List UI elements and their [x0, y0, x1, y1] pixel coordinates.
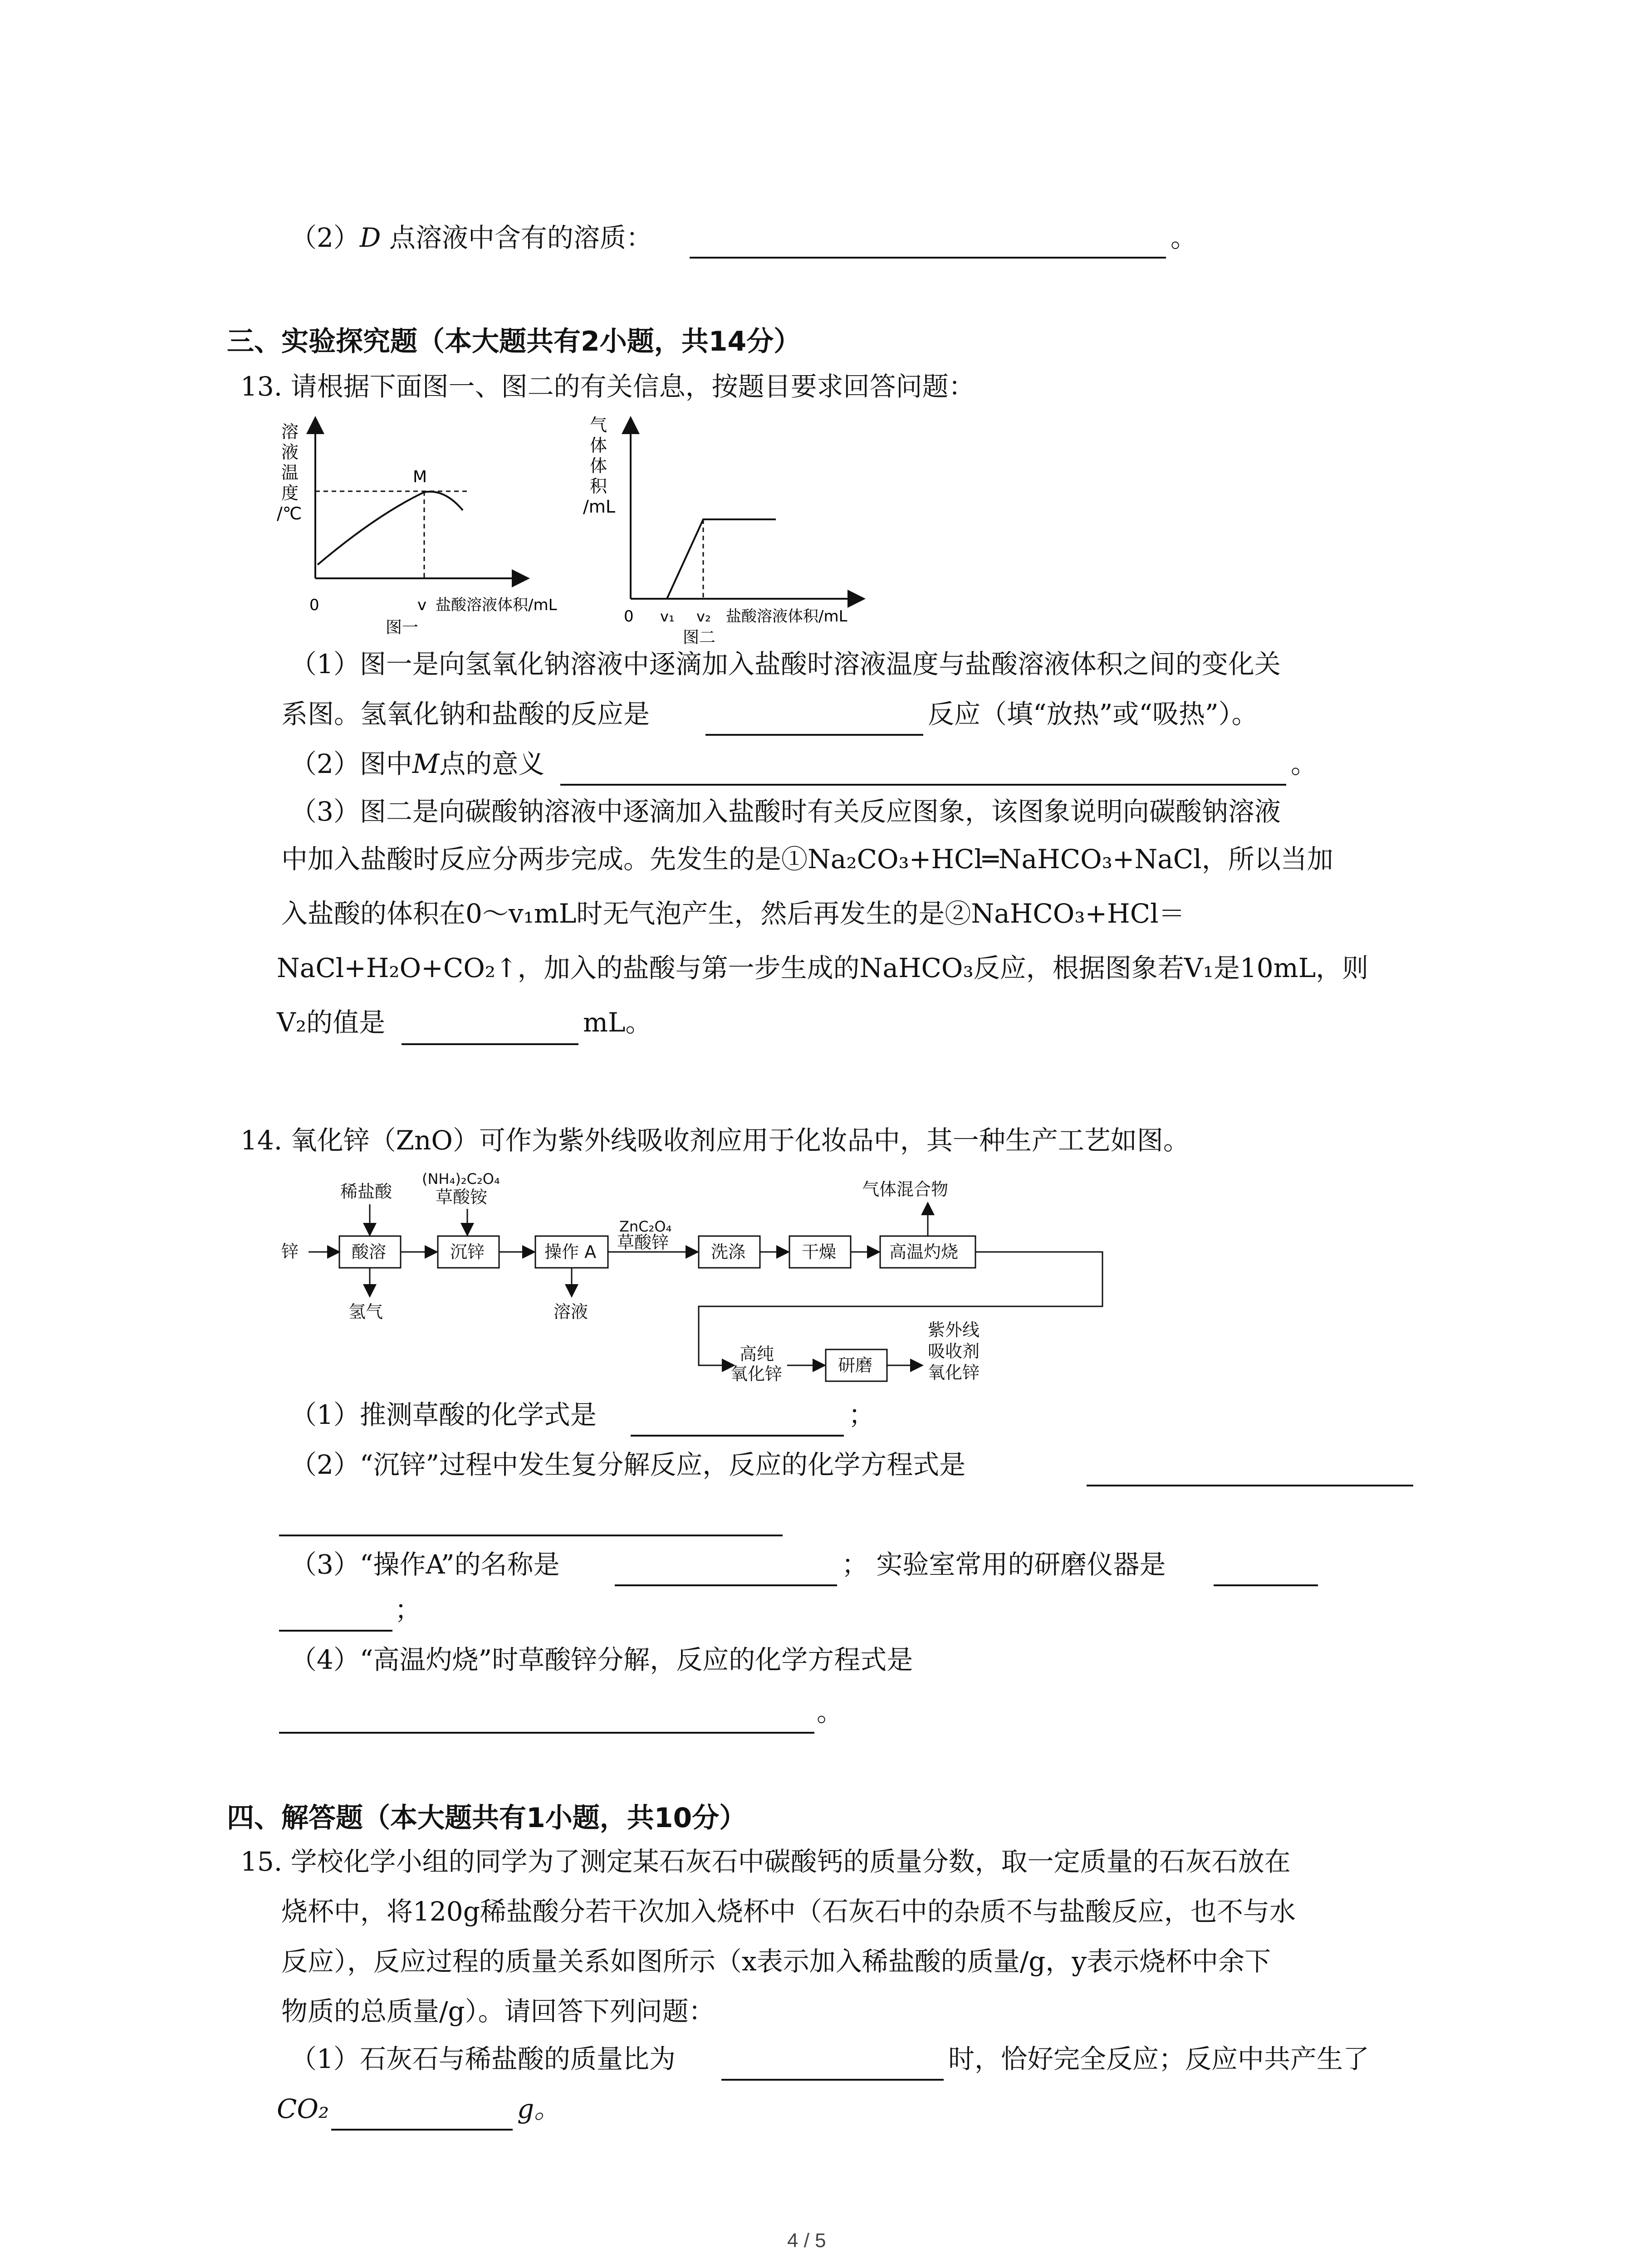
- q14-part4: （4）“高温灼烧”时草酸锌分解，反应的化学方程式是: [290, 1644, 913, 1675]
- fig2-ylabel-3: 体: [590, 456, 607, 476]
- q13-part2-m: M: [412, 748, 440, 779]
- q13-part2: [290, 748, 544, 780]
- q13-part2-text: 点的意义: [439, 748, 545, 779]
- fig1-ylabel-5: /℃: [277, 503, 302, 523]
- q14-part2-blank-a[interactable]: [1087, 1485, 1413, 1486]
- flow-ammonium-oxalate: 草酸铵: [436, 1187, 488, 1207]
- fig2-caption: 图二: [683, 628, 716, 647]
- fig1-ylabel-3: 温: [281, 463, 299, 483]
- fig1-xtick-v: v: [417, 596, 427, 614]
- q14-part3-blank-a[interactable]: [615, 1584, 837, 1586]
- q14-part4-blank[interactable]: [279, 1732, 814, 1734]
- flow-zinc-oxalate: 草酸锌: [617, 1232, 669, 1252]
- flow-high-purity-2: 氧化锌: [730, 1364, 783, 1384]
- q12-part2-prefix: （2）: [290, 222, 360, 253]
- q13-part2-blank[interactable]: [560, 784, 1286, 786]
- q13-part1-line1: （1）图一是向氢氧化钠溶液中逐滴加入盐酸时溶液温度与盐酸溶液体积之间的变化关: [290, 649, 1281, 679]
- fig1-ylabel-2: 液: [281, 442, 299, 462]
- flow-uv-1: 紫外线: [928, 1320, 980, 1340]
- section4-heading: 四、解答题（本大题共有1小题，共10分）: [227, 1802, 747, 1834]
- q14-part2-blank-b[interactable]: [279, 1535, 783, 1536]
- fig1-ylabel-4: 度: [281, 483, 299, 503]
- q15-part1-mid: 时，恰好完全反应；反应中共产生了: [948, 2043, 1370, 2074]
- q15-line2: 烧杯中，将120g稀盐酸分若干次加入烧杯中（石灰石中的杂质不与盐酸反应，也不与水: [281, 1896, 1296, 1927]
- q15-part1-blank-b[interactable]: [331, 2129, 513, 2131]
- q14-part3-blank-b[interactable]: [1214, 1584, 1318, 1586]
- flow-zinc-oxalate-formula: ZnC₂O₄: [619, 1218, 672, 1235]
- q13-part1-end: 反应（填“放热”或“吸热”）。: [928, 699, 1258, 729]
- flow-uv-2: 吸收剂: [928, 1341, 980, 1361]
- page-number: 4 / 5: [787, 2229, 826, 2252]
- fig1-point-m: M: [413, 468, 427, 486]
- q13-part2-end: 。: [1291, 748, 1318, 779]
- q12-part2-point: D: [359, 222, 381, 253]
- flow-ammonium-oxalate-formula: (NH₄)₂C₂O₄: [422, 1170, 500, 1188]
- q14-part3-end: ；: [395, 1594, 421, 1625]
- flow-uv-3: 氧化锌: [928, 1363, 980, 1383]
- q12-part2-text: 点溶液中含有的溶质：: [381, 222, 652, 253]
- q12-end: 。: [1171, 222, 1197, 253]
- fig2-xlabel: 盐酸溶液体积/mL: [726, 607, 847, 626]
- q14-stem: 14. 氧化锌（ZnO）可作为紫外线吸收剂应用于化妆品中，其一种生产工艺如图。: [240, 1125, 1190, 1156]
- q15-part1: （1）石灰石与稀盐酸的质量比为: [290, 2043, 676, 2074]
- fig1-caption: 图一: [386, 618, 419, 637]
- figure-1: [277, 420, 557, 637]
- fig2-ylabel-2: 体: [590, 435, 607, 455]
- q15-line4: 物质的总质量/g）。请回答下列问题：: [281, 1996, 715, 2027]
- q13-part3-blank[interactable]: [402, 1043, 578, 1045]
- fig1-curve: [318, 492, 463, 565]
- q13-figures: [272, 411, 898, 649]
- q12-answer-blank[interactable]: [690, 257, 1166, 259]
- q14-part3: （3）“操作A”的名称是: [290, 1549, 560, 1580]
- q13-part2-prefix: （2）图中: [290, 748, 412, 779]
- q14-part1: （1）推测草酸的化学式是: [290, 1399, 597, 1430]
- flow-hydrogen: 氢气: [348, 1302, 383, 1322]
- q14-part1-blank[interactable]: [631, 1435, 844, 1437]
- flow-box-wash-label: 洗涤: [711, 1242, 746, 1262]
- flow-box-calcine-label: 高温灼烧: [889, 1242, 959, 1262]
- flow-box-acid-dissolve-label: 酸溶: [352, 1242, 387, 1262]
- flow-gas-mixture: 气体混合物: [862, 1179, 949, 1199]
- fig2-ylabel-4: 积: [590, 476, 607, 496]
- q14-part3-blank-c[interactable]: [279, 1630, 392, 1632]
- q15-part1-unit: g。: [517, 2093, 561, 2124]
- q15-part1-co2: CO₂: [277, 2093, 329, 2124]
- q13-part3-line3: 入盐酸的体积在0～v₁mL时无气泡产生，然后再发生的是②NaHCO₃+HCl＝: [281, 898, 1185, 929]
- flow-box-operation-a-label: 操作 A: [544, 1242, 597, 1262]
- fig1-xlabel: 盐酸溶液体积/mL: [436, 596, 557, 614]
- fig2-ylabel-1: 气: [590, 415, 607, 435]
- q13-part3-line1: （3）图二是向碳酸钠溶液中逐滴加入盐酸时有关反应图象，该图象说明向碳酸钠溶液: [290, 796, 1281, 827]
- q13-part1-blank[interactable]: [705, 734, 923, 736]
- figure-2: [583, 415, 862, 647]
- fig2-line: [667, 519, 776, 599]
- flow-hcl: 稀盐酸: [340, 1182, 392, 1202]
- flow-solution: 溶液: [554, 1302, 588, 1322]
- fig2-xtick-v1: v₁: [660, 608, 675, 625]
- q13-part1-line2: 系图。氢氧化钠和盐酸的反应是: [281, 699, 650, 729]
- q14-part3-mid: ； 实验室常用的研磨仪器是: [842, 1549, 1166, 1580]
- fig2-origin: 0: [624, 607, 634, 626]
- flow-box-precipitate-label: 沉锌: [450, 1242, 485, 1262]
- q15-line1: 15. 学校化学小组的同学为了测定某石灰石中碳酸钙的质量分数，取一定质量的石灰石放在: [240, 1846, 1291, 1877]
- flow-high-purity-1: 高纯: [740, 1344, 774, 1364]
- flow-zinc: 锌: [281, 1242, 299, 1261]
- q12-part2: [290, 222, 652, 254]
- q13-part3-line2: 中加入盐酸时反应分两步完成。先发生的是①Na₂CO₃+HCl═NaHCO₃+NaCl，所以当加: [281, 844, 1333, 875]
- section3-heading: 三、实验探究题（本大题共有2小题，共14分）: [227, 326, 801, 357]
- q14-flowchart: [272, 1170, 1157, 1397]
- q13-part3-line5: V₂的值是: [277, 1007, 386, 1038]
- fig2-ylabel-5: /mL: [583, 497, 615, 517]
- q14-part1-end: ；: [848, 1399, 875, 1430]
- flow-box-dry-label: 干燥: [802, 1242, 837, 1262]
- q13-stem: 13. 请根据下面图一、图二的有关信息，按题目要求回答问题：: [240, 371, 975, 402]
- q14-part2: （2）“沉锌”过程中发生复分解反应，反应的化学方程式是: [290, 1449, 966, 1480]
- flow-box-grind-label: 研磨: [838, 1355, 873, 1375]
- fig2-xtick-v2: v₂: [696, 608, 711, 625]
- q14-part4-end: 。: [817, 1696, 843, 1727]
- q13-part3-line4: NaCl+H₂O+CO₂↑，加入的盐酸与第一步生成的NaHCO₃反应，根据图象若V₁是10mL，则: [277, 953, 1369, 983]
- q15-part1-blank-a[interactable]: [721, 2079, 944, 2081]
- q13-part3-unit: mL。: [583, 1007, 652, 1038]
- fig1-origin: 0: [309, 596, 319, 614]
- q15-line3: 反应），反应过程的质量关系如图所示（x表示加入稀盐酸的质量/g，y表示烧杯中余下: [281, 1946, 1271, 1977]
- fig1-ylabel-1: 溶: [281, 422, 299, 442]
